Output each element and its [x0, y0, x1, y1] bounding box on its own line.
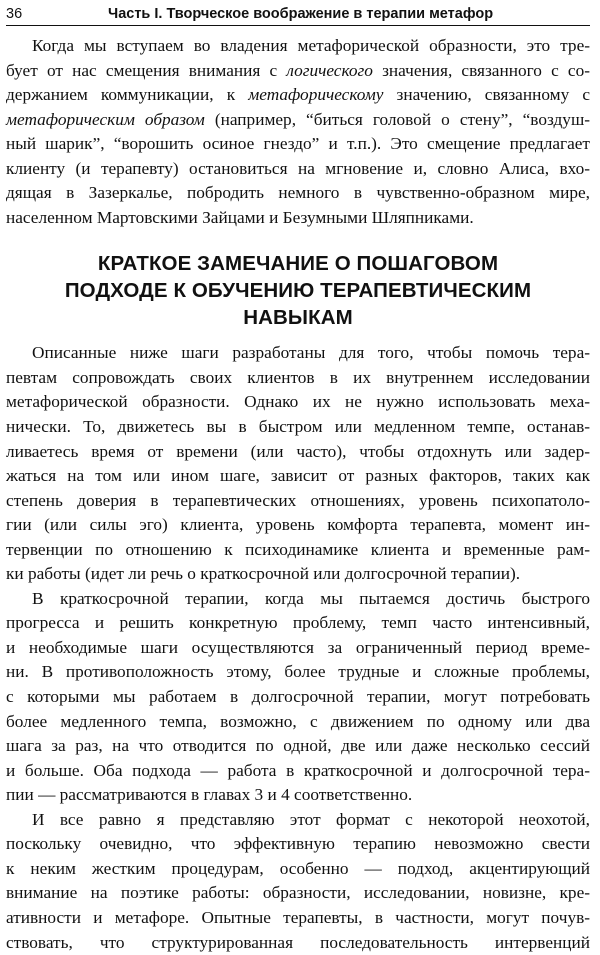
paragraph-3-line: и больше. Оба подхода — работа в краткосрочной и долгосрочной тера-	[6, 759, 590, 784]
section-heading	[6, 250, 590, 331]
paragraph-2-line: метафорической образности. Однако их не нужно использовать меха-	[6, 390, 590, 415]
paragraph-2-line: нически. То, движетесь вы в быстром или медленном темпе, останав-	[6, 415, 590, 440]
paragraph-2-line: Описанные ниже шаги разработаны для того, чтобы помочь тера-	[6, 341, 590, 366]
section-heading-line: КРАТКОЕ ЗАМЕЧАНИЕ О ПОШАГОВОМ	[6, 250, 590, 277]
paragraph-2	[6, 341, 590, 586]
paragraph-4-line: внимание на поэтике работы: образности, исследовании, новизне, кре-	[6, 881, 590, 906]
paragraph-4-line: поскольку очевидно, что эффективную терапию невозможно свести	[6, 832, 590, 857]
paragraph-1	[6, 34, 590, 230]
paragraph-3-line: В краткосрочной терапии, когда мы пытаемся достичь быстрого	[6, 587, 590, 612]
page-body	[6, 34, 590, 955]
paragraph-2-line: жаться на том или ином шаге, зависит от разных факторов, таких как	[6, 464, 590, 489]
paragraph-2-line: степень доверия в терапевтических отношениях, уровень психопатоло-	[6, 489, 590, 514]
paragraph-2-line: ки работы (идет ли речь о краткосрочной или долгосрочной терапии).	[6, 562, 590, 587]
paragraph-3-line: ни. В противоположность этому, более трудные и сложные проблемы,	[6, 660, 590, 685]
paragraph-3-line: с которыми мы работаем в долгосрочной терапии, могут потребовать	[6, 685, 590, 710]
paragraph-2-line: певтам сопровождать своих клиентов в их внутреннем исследовании	[6, 366, 590, 391]
header-rule	[6, 25, 590, 26]
running-head	[6, 4, 590, 24]
page-number: 36	[6, 4, 22, 24]
italic-term: метафорическому	[248, 85, 383, 104]
paragraph-4-line: И все равно я представляю этот формат с некоторой неохотой,	[6, 808, 590, 833]
paragraph-3-line: более медленного темпа, возможно, с движением по одному или два	[6, 710, 590, 735]
paragraph-2-line: тервенции по отношению к психодинамике клиента и временные рам-	[6, 538, 590, 563]
paragraph-1-line: дящая в Зазеркалье, побродить немного в чувственно-образном мире,	[6, 181, 590, 206]
paragraph-1-line: метафорическим образом (например, “биться головой о стену”, “воздуш-	[6, 108, 590, 133]
section-heading-line: ПОДХОДЕ К ОБУЧЕНИЮ ТЕРАПЕВТИЧЕСКИМ	[6, 277, 590, 304]
paragraph-3	[6, 587, 590, 808]
paragraph-3-line: прогресса и решить конкретную проблему, темп часто интенсивный,	[6, 611, 590, 636]
italic-term: метафорическим образом	[6, 110, 205, 129]
running-title: Часть I. Творческое воображение в терапии метафор	[108, 4, 493, 24]
paragraph-1-line: клиенту (и терапевту) остановиться на мгновение и, словно Алиса, вхо-	[6, 157, 590, 182]
paragraph-4-line: ствовать, что структурированная последовательность интервенций	[6, 931, 590, 955]
paragraph-1-line: населенном Мартовскими Зайцами и Безумными Шляпниками.	[6, 206, 590, 231]
section-heading-line: НАВЫКАМ	[6, 304, 590, 331]
paragraph-3-line: пии — рассматриваются в главах 3 и 4 соответственно.	[6, 783, 590, 808]
paragraph-1-line: Когда мы вступаем во владения метафорической образности, это тре-	[6, 34, 590, 59]
paragraph-3-line: и необходимые шаги осуществляются за ограниченный период време-	[6, 636, 590, 661]
paragraph-2-line: ливаетесь время от времени (или часто), чтобы отдохнуть или задер-	[6, 440, 590, 465]
paragraph-1-line: ный шарик”, “ворошить осиное гнездо” и т.п.). Это смещение предлагает	[6, 132, 590, 157]
paragraph-2-line: гии (или силы эго) клиента, уровень комфорта терапевта, момент ин-	[6, 513, 590, 538]
paragraph-3-line: шага за раз, на что отводится по одной, две или даже несколько сессий	[6, 734, 590, 759]
paragraph-4-line: ативности и метафоре. Опытные терапевты, в частности, могут почув-	[6, 906, 590, 931]
paragraph-4	[6, 808, 590, 955]
paragraph-4-line: к неким жестким процедурам, особенно — подход, акцентирующий	[6, 857, 590, 882]
italic-term: логического	[286, 61, 373, 80]
paragraph-1-line: бует от нас смещения внимания с логического значения, связанного с со-	[6, 59, 590, 84]
paragraph-1-line: держанием коммуникации, к метафорическому значению, связанному с	[6, 83, 590, 108]
